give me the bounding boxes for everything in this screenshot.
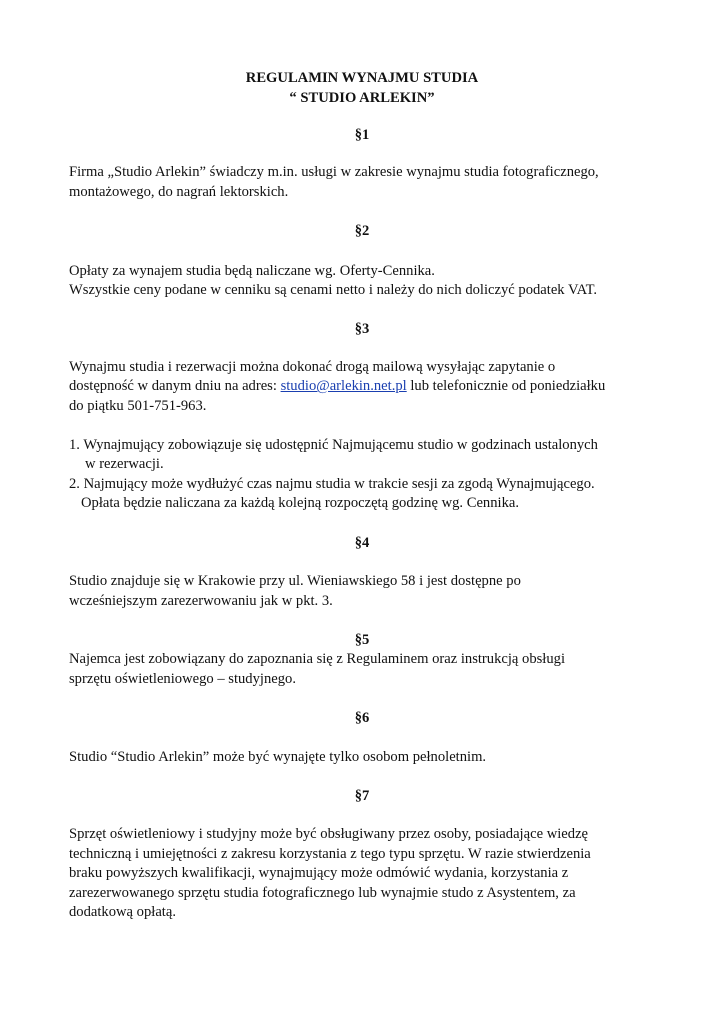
section-4-text: Studio znajduje się w Krakowie przy ul. Wieniawskiego 58 i jest dostępne po xyxy=(69,573,521,589)
section-2-text: Opłaty za wynajem studia będą naliczane wg. Oferty-Cennika. xyxy=(69,263,435,279)
section-6-text: Studio “Studio Arlekin” może być wynajęte tylko osobom pełnoletnim. xyxy=(69,749,487,765)
list-item-2-continuation: Opłata będzie naliczana za każdą kolejną rozpoczętą godzinę wg. Cennika. xyxy=(81,495,519,511)
section-3-text-with-email xyxy=(69,377,605,396)
section-2-text: Wszystkie ceny podane w cenniku są cenami netto i należy do nich doliczyć podatek VAT. xyxy=(69,282,598,298)
section-3-text-before-email: dostępność w danym dniu na adres: xyxy=(69,378,281,394)
section-7-text: braku powyższych kwalifikacji, wynajmujący może odmówić wydania, korzystania z xyxy=(69,865,569,881)
section-7-mark: §7 xyxy=(354,788,370,804)
section-2-mark: §2 xyxy=(354,223,370,239)
section-6-mark: §6 xyxy=(354,710,370,726)
section-5-mark: §5 xyxy=(354,632,370,648)
section-3-text: Wynajmu studia i rezerwacji można dokonać drogą mailową wysyłając zapytanie o xyxy=(69,359,556,375)
section-7-text: zarezerwowanego sprzętu studia fotograficznego lub wynajmie studo z Asystentem, za xyxy=(69,885,576,901)
list-item-1-continuation: w rezerwacji. xyxy=(85,456,164,472)
section-7-text: dodatkową opłatą. xyxy=(69,904,176,920)
list-item-1: 1. Wynajmujący zobowiązuje się udostępnić Najmującemu studio w godzinach ustalonych xyxy=(69,437,598,453)
section-5-text: Najemca jest zobowiązany do zapoznania się z Regulaminem oraz instrukcją obsługi xyxy=(69,651,566,667)
section-4-mark: §4 xyxy=(354,535,370,551)
document-title: REGULAMIN WYNAJMU STUDIA xyxy=(245,70,479,86)
section-4-text: wcześniejszym zarezerwowaniu jak w pkt. 3. xyxy=(69,593,333,609)
document-subtitle: “ STUDIO ARLEKIN” xyxy=(289,90,435,106)
section-1-text: montażowego, do nagrań lektorskich. xyxy=(69,184,289,200)
section-1-text: Firma „Studio Arlekin” świadczy m.in. usługi w zakresie wynajmu studia fotograficznego, xyxy=(69,164,599,180)
section-3-mark: §3 xyxy=(354,321,370,337)
section-1-mark: §1 xyxy=(354,127,370,143)
section-3-text: do piątku 501-751-963. xyxy=(69,398,207,414)
list-item-2: 2. Najmujący może wydłużyć czas najmu studia w trakcie sesji za zgodą Wynajmującego. xyxy=(69,476,595,492)
section-3-text-after-email: lub telefonicznie od poniedziałku xyxy=(406,378,606,394)
section-7-text: techniczną i umiejętności z zakresu korzystania z tego typu sprzętu. W razie stwierdzenia xyxy=(69,846,591,862)
section-5-text: sprzętu oświetleniowego – studyjnego. xyxy=(69,671,296,687)
section-7-text: Sprzęt oświetleniowy i studyjny może być obsługiwany przez osoby, posiadające wiedzę xyxy=(69,826,589,842)
email-link[interactable]: studio@arlekin.net.pl xyxy=(280,378,407,394)
